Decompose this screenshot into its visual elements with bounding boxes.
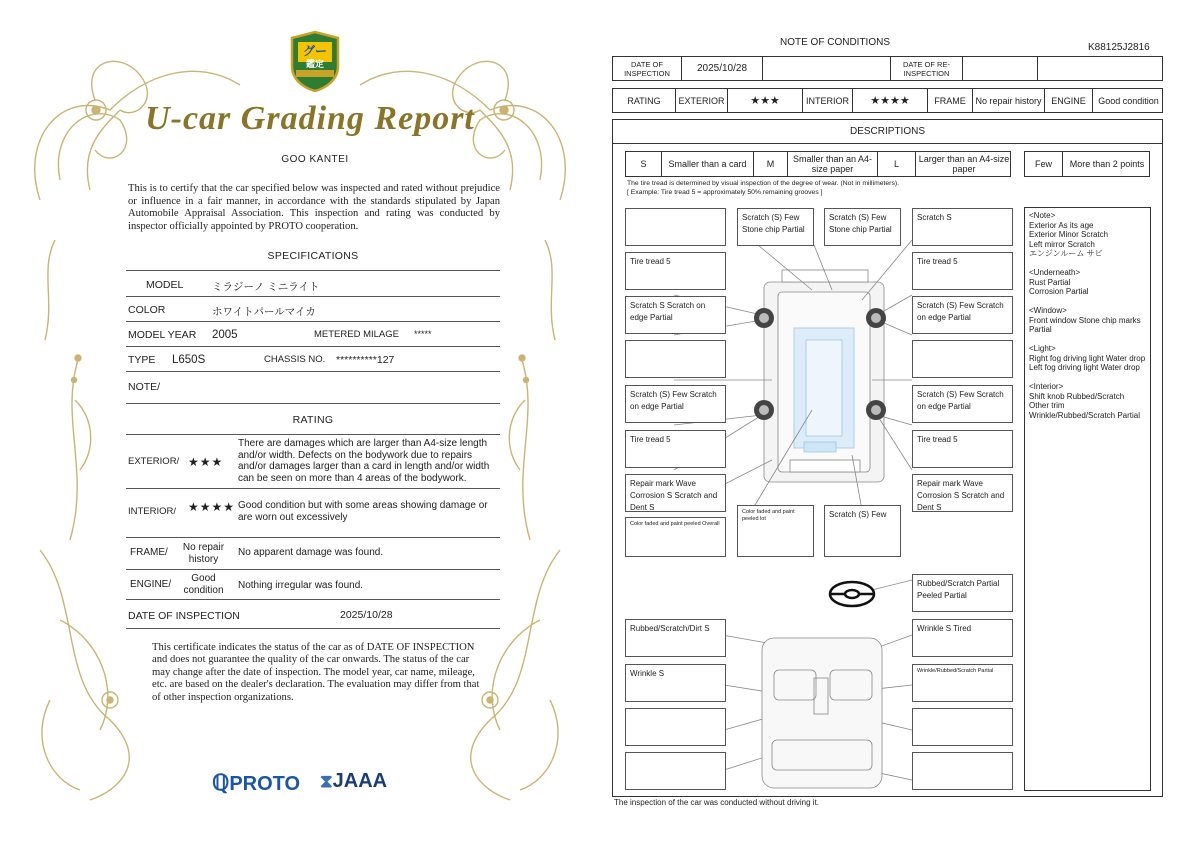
condition-box-right-quarter: Scratch (S) Few Scratch on edge Partial bbox=[912, 385, 1013, 423]
divider bbox=[126, 434, 500, 435]
condition-box-rear-a: Color faded and paint peeled Overall bbox=[625, 517, 726, 557]
document-id: K88125J2816 bbox=[1088, 42, 1150, 53]
model-value: ミラジーノ ミニライト bbox=[212, 281, 320, 293]
exterior-stars: ★★★ bbox=[728, 89, 803, 112]
inspection-dates-row bbox=[612, 56, 1163, 81]
legend-m-desc: Smaller than an A4-size paper bbox=[788, 152, 878, 176]
inspection-date-row bbox=[126, 600, 500, 629]
note-line: Shift knob Rubbed/Scratch bbox=[1029, 391, 1125, 401]
frame-value: No repair history bbox=[182, 542, 225, 565]
condition-box-rear-b: Color faded and paint peeled lot bbox=[737, 505, 814, 557]
rating-heading: RATING bbox=[292, 414, 334, 426]
interior-description: Good condition but with some areas showing damage or are worn out excessively bbox=[238, 500, 488, 523]
frame-description: No apparent damage was found. bbox=[238, 547, 384, 558]
reinspection-value bbox=[963, 57, 1038, 80]
spec-row-type bbox=[126, 347, 500, 372]
condition-box-left-quarter: Scratch (S) Few Scratch on edge Partial bbox=[625, 385, 726, 423]
condition-box-steering: Rubbed/Scratch Partial Peeled Partial bbox=[912, 574, 1013, 612]
condition-box-interior-c bbox=[625, 752, 726, 790]
model-label: MODEL bbox=[146, 279, 184, 291]
proto-logo bbox=[212, 770, 300, 796]
spec-row-year bbox=[126, 322, 500, 347]
empty-cell bbox=[763, 57, 891, 80]
certificate-disclaimer: This certificate indicates the status of the car as of DATE OF INSPECTION and does not guarantee the quality of the car onwards. The status of the car may change after the date of inspection. The model year, car name, mileage, etc. are based on the dealer's declaration. The evaluation may differ from that of other inspection organizations. bbox=[152, 642, 480, 703]
condition-box-rear-c: Scratch (S) Few bbox=[824, 505, 901, 557]
engine-value: Good condition bbox=[1098, 95, 1159, 106]
condition-box-right-fender: Scratch (S) Few Scratch on edge Partial bbox=[912, 296, 1013, 334]
condition-box-rear-left: Repair mark Wave Corrosion S Scratch and Dent S bbox=[625, 474, 726, 512]
conditions-title: NOTE OF CONDITIONS bbox=[780, 37, 890, 48]
jaaa-mark-icon: ⧗ bbox=[320, 771, 333, 791]
model-year-value: 2005 bbox=[212, 329, 238, 341]
note-line: <Window> bbox=[1029, 306, 1067, 315]
note-line: Corrosion Partial bbox=[1029, 287, 1089, 296]
condition-box-tire-rl: Tire tread 5 bbox=[625, 430, 726, 468]
certification-statement: This is to certify that the car specified below was inspected and rated without prejudice or influence in a fair manner, in accordance with the standards stipulated by Japan Automobile Appraisal Association. This inspection and rating was conducted by inspector officially appointed by PROTO cooperation. bbox=[128, 183, 500, 232]
condition-box-interior-b bbox=[912, 708, 1013, 746]
color-value: ホワイトパールマイカ bbox=[212, 306, 316, 318]
condition-box-dashboard: Rubbed/Scratch/Dirt S bbox=[625, 619, 726, 657]
legend-few-desc: More than 2 points bbox=[1069, 159, 1145, 169]
few-legend bbox=[1024, 151, 1150, 177]
color-label: COLOR bbox=[128, 304, 166, 316]
condition-box-right-door bbox=[912, 340, 1013, 378]
spec-row-color bbox=[126, 297, 500, 322]
tire-example: [ Example: Tire tread 5 = approximately 50% remaining grooves ] bbox=[627, 189, 823, 196]
chassis-label: CHASSIS NO. bbox=[264, 354, 326, 365]
jaaa-logo-text: JAAA bbox=[332, 770, 388, 792]
date-label: DATE OF INSPECTION bbox=[613, 57, 682, 80]
condition-box-driver-seat: Wrinkle S Tired bbox=[912, 619, 1013, 657]
condition-box-rear-right: Repair mark Wave Corrosion S Scratch and Dent S bbox=[912, 474, 1013, 512]
note-line: Rust Partial bbox=[1029, 277, 1071, 287]
rating-label: RATING bbox=[613, 89, 676, 112]
note-line: <Light> bbox=[1029, 344, 1056, 353]
frame-label: FRAME/ bbox=[130, 547, 168, 558]
note-line bbox=[1029, 335, 1146, 345]
conditions-footer: The inspection of the car was conducted without driving it. bbox=[614, 798, 819, 807]
note-line: <Interior> bbox=[1029, 382, 1064, 391]
rating-row-interior bbox=[126, 489, 500, 538]
rating-row-exterior bbox=[126, 436, 500, 489]
condition-box-front-a: Scratch (S) Few Stone chip Partial bbox=[737, 208, 814, 246]
condition-box-front-b: Scratch (S) Few Stone chip Partial bbox=[824, 208, 901, 246]
date-value: 2025/10/28 bbox=[682, 57, 763, 80]
legend-m: M bbox=[754, 152, 788, 176]
condition-box-left-door bbox=[625, 340, 726, 378]
note-line: Right fog driving light Water drop bbox=[1029, 353, 1146, 363]
frame-label: FRAME bbox=[928, 89, 973, 112]
note-line: Left fog driving light Water drop bbox=[1029, 363, 1140, 372]
note-line bbox=[1029, 373, 1146, 383]
jaaa-logo bbox=[320, 770, 387, 793]
rating-summary-row bbox=[612, 88, 1163, 113]
note-line: <Note> bbox=[1029, 211, 1056, 220]
logo-mark-text: グー bbox=[302, 44, 327, 58]
descriptions-heading: DESCRIPTIONS bbox=[612, 119, 1163, 144]
condition-box-front-right: Scratch S bbox=[912, 208, 1013, 246]
size-legend bbox=[625, 151, 1011, 177]
proto-logo-text: PROTO bbox=[229, 773, 301, 795]
legend-l: L bbox=[878, 152, 916, 176]
frame-value: No repair history bbox=[973, 89, 1045, 112]
divider bbox=[126, 270, 500, 271]
condition-box-front-left bbox=[625, 208, 726, 246]
chassis-value: **********127 bbox=[336, 354, 395, 366]
engine-label: ENGINE/ bbox=[130, 579, 172, 590]
condition-box-tire-rr: Tire tread 5 bbox=[912, 430, 1013, 468]
exterior-description: There are damages which are larger than A4-size length and/or width. Defects on the bodywork due to repairs and/or damages larger than a card in length and/or width can be seen on more than 4 areas of the bodywork. bbox=[238, 438, 490, 484]
goo-kantei-logo bbox=[288, 30, 342, 92]
condition-box-tire-fr: Tire tread 5 bbox=[912, 252, 1013, 290]
note-line bbox=[1029, 297, 1146, 307]
inspection-date-label: DATE OF INSPECTION bbox=[128, 610, 240, 622]
legend-s-desc: Smaller than a card bbox=[662, 152, 754, 176]
rating-row-frame bbox=[126, 538, 500, 570]
specifications-heading: SPECIFICATIONS bbox=[267, 250, 359, 262]
type-value: L650S bbox=[172, 354, 206, 366]
note-line: Other trim bbox=[1029, 401, 1065, 410]
report-subtitle: GOO KANTEI bbox=[281, 154, 349, 165]
condition-box-interior-a bbox=[625, 708, 726, 746]
inspection-date-value: 2025/10/28 bbox=[340, 609, 393, 621]
tire-note: The tire tread is determined by visual inspection of the degree of wear. (Not in millimeters). bbox=[627, 180, 899, 187]
notes-panel bbox=[1024, 207, 1151, 791]
note-line: Wrinkle/Rubbed/Scratch Partial bbox=[1029, 410, 1141, 420]
exterior-stars: ★★★ bbox=[188, 455, 224, 469]
note-line: Front window Stone chip marks Partial bbox=[1029, 315, 1141, 334]
note-line bbox=[1029, 259, 1146, 269]
condition-box-interior-d bbox=[912, 752, 1013, 790]
condition-box-left-fender: Scratch S Scratch on edge Partial bbox=[625, 296, 726, 334]
engine-value: Good condition bbox=[183, 573, 224, 596]
note-line: Exterior Minor Scratch bbox=[1029, 230, 1109, 239]
exterior-label: EXTERIOR/ bbox=[128, 456, 180, 467]
empty-cell bbox=[1038, 57, 1164, 80]
spec-row-model bbox=[126, 272, 500, 297]
note-line: <Underneath> bbox=[1029, 268, 1081, 277]
note-line: Exterior As its age bbox=[1029, 220, 1094, 230]
reinspection-label: DATE OF RE-INSPECTION bbox=[891, 57, 963, 80]
interior-stars: ★★★★ bbox=[853, 89, 928, 112]
legend-l-desc: Larger than an A4-size paper bbox=[918, 154, 1010, 174]
interior-stars: ★★★★ bbox=[188, 500, 236, 514]
note-label: NOTE/ bbox=[128, 381, 161, 393]
interior-label: INTERIOR/ bbox=[128, 506, 177, 517]
legend-s: S bbox=[626, 152, 662, 176]
rating-row-engine bbox=[126, 570, 500, 600]
spec-row-note bbox=[126, 374, 500, 404]
proto-mark-icon: ℚ bbox=[212, 770, 230, 795]
type-label: TYPE bbox=[128, 354, 156, 366]
legend-few: Few bbox=[1025, 152, 1063, 176]
condition-box-tire-fl: Tire tread 5 bbox=[625, 252, 726, 290]
logo-kanji-text: 鑑定 bbox=[305, 59, 324, 69]
note-line: エンジンルーム サビ bbox=[1029, 249, 1103, 258]
note-line: Left mirror Scratch bbox=[1029, 239, 1095, 249]
mileage-value: ***** bbox=[414, 329, 432, 339]
mileage-label: METERED MILAGE bbox=[314, 329, 399, 340]
engine-label: ENGINE bbox=[1045, 89, 1093, 112]
condition-box-center: Wrinkle/Rubbed/Scratch Partial bbox=[912, 664, 1013, 702]
steering-wheel-icon bbox=[830, 582, 874, 606]
engine-description: Nothing irregular was found. bbox=[238, 580, 364, 591]
interior-label: INTERIOR bbox=[803, 89, 853, 112]
report-title: U-car Grading Report bbox=[145, 100, 475, 137]
model-year-label: MODEL YEAR bbox=[128, 329, 197, 341]
exterior-label: EXTERIOR bbox=[676, 89, 728, 112]
condition-box-passenger-seat: Wrinkle S bbox=[625, 664, 726, 702]
